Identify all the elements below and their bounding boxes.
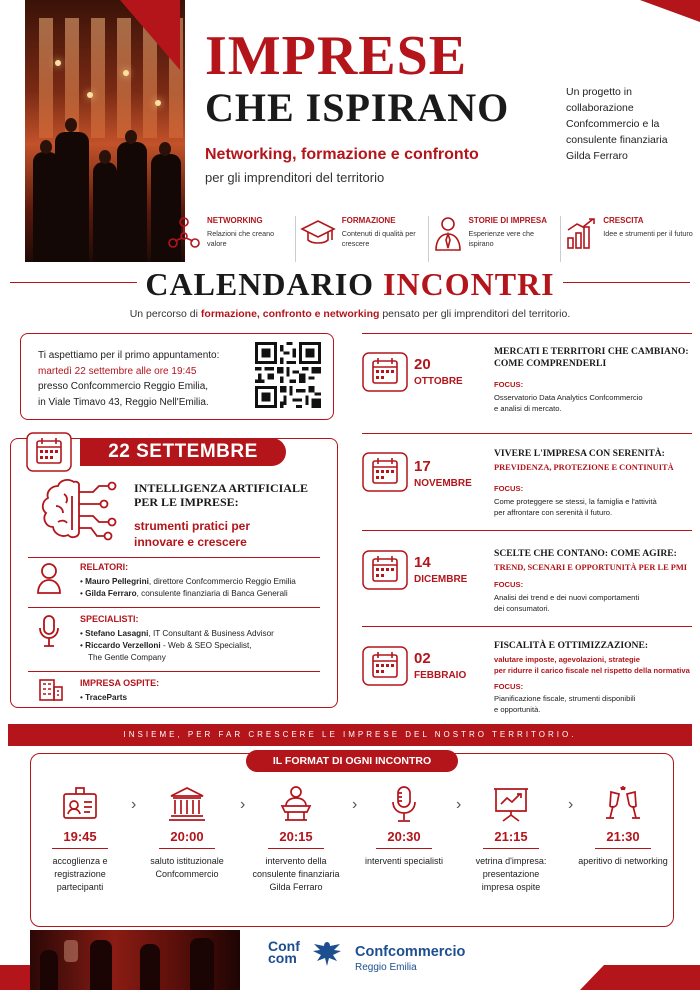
feature-formazione xyxy=(296,216,429,262)
step-time: 21:30 xyxy=(606,829,640,844)
chevron-right-icon: › xyxy=(352,796,358,813)
subtitle-secondary: per gli imprenditori del territorio xyxy=(205,170,385,185)
event-day: 20 xyxy=(414,356,431,373)
growth-chart-icon xyxy=(565,216,597,250)
confcom-logo: Conf com xyxy=(268,938,300,966)
format-step xyxy=(251,784,341,894)
microphone-icon xyxy=(38,614,60,648)
brain-circuit-icon xyxy=(34,476,126,552)
specialists-title: SPECIALISTI: xyxy=(80,614,139,624)
divider xyxy=(362,433,692,434)
qr-code[interactable] xyxy=(255,342,321,408)
event-title: VIVERE L'IMPRESA CON SERENITÀ: xyxy=(494,448,665,459)
feature-text: Contenuti di qualità per crescere xyxy=(341,229,416,248)
calendar-icon xyxy=(362,550,408,590)
microphone-icon xyxy=(384,784,424,824)
step-divider xyxy=(376,848,432,849)
guest-title: IMPRESA OSPITE: xyxy=(80,678,160,688)
event-novembre xyxy=(362,440,696,528)
invite-text: Ti aspettiamo per il primo appuntamento: martedì 22 settembre alle ore 19:45 presso Confcommercio Reggio Emilia, in Viale Timavo 43, Reggio Nell'Emilia. xyxy=(38,350,220,408)
step-description: interventi specialisti xyxy=(364,856,444,866)
event-focus-label: FOCUS: xyxy=(494,580,524,589)
step-description: aperitivo di networking xyxy=(578,856,668,866)
event-highlight: PREVIDENZA, PROTEZIONE E CONTINUITÀ xyxy=(494,463,674,472)
step-description: accoglienza e registrazione partecipanti xyxy=(52,856,108,892)
specialist-list: • Stefano Lasagni, IT Consultant & Business Advisor • Riccardo Verzelloni - Web & SEO Specialist, The Gentle Company xyxy=(80,629,274,662)
step-time: 20:15 xyxy=(279,829,313,844)
presentation-board-icon xyxy=(491,784,531,824)
divider xyxy=(28,671,320,672)
event-title: FISCALITÀ E OTTIMIZZAZIONE: xyxy=(494,640,649,651)
divider xyxy=(362,333,692,334)
confcommercio-logo-sub: Reggio Emilia xyxy=(355,962,417,973)
event-focus-text: Osservatorio Data Analytics Confcommercio e analisi di mercato. xyxy=(494,393,643,413)
slogan-band: INSIEME, PER FAR CRESCERE LE IMPRESE DEL NOSTRO TERRITORIO. xyxy=(8,724,692,746)
first-event-date: 22 SETTEMBRE xyxy=(80,438,286,466)
feature-networking xyxy=(163,216,296,262)
feature-title: STORIE DI IMPRESA xyxy=(468,216,548,225)
subtitle: Networking, formazione e confronto xyxy=(205,146,479,163)
event-focus-text: Pianificazione fiscale, strumenti disponibili e opportunità. xyxy=(494,694,636,714)
event-focus-label: FOCUS: xyxy=(494,380,524,389)
event-highlight: TREND, SCENARI E OPPORTUNITÀ PER LE PMI xyxy=(494,563,688,572)
footer-decoration xyxy=(0,965,30,990)
feature-title: NETWORKING xyxy=(207,216,263,225)
title-line1: IMPRESE xyxy=(205,25,468,87)
step-description: saluto istituzionale Confcommercio xyxy=(150,856,224,879)
first-event-topic-sub: strumenti pratici per innovare e crescere xyxy=(134,519,251,549)
step-time: 21:15 xyxy=(494,829,528,844)
step-time: 20:00 xyxy=(170,829,204,844)
person-tie-icon xyxy=(433,216,463,252)
step-divider xyxy=(595,848,651,849)
format-step xyxy=(142,784,232,881)
guest-company: • TraceParts xyxy=(80,693,128,702)
feature-crescita xyxy=(561,216,693,262)
event-month: OTTOBRE xyxy=(414,376,463,387)
step-divider xyxy=(268,848,324,849)
event-month: DICEMBRE xyxy=(414,574,468,585)
event-focus-label: FOCUS: xyxy=(494,682,524,691)
building-icon xyxy=(38,676,64,702)
event-febbraio xyxy=(362,632,696,720)
format-title: IL FORMAT DI OGNI INCONTRO xyxy=(246,750,458,772)
speakers-title: RELATORI: xyxy=(80,562,129,572)
graduation-cap-icon xyxy=(300,216,336,250)
feature-title: CRESCITA xyxy=(603,216,644,225)
features-strip xyxy=(163,216,693,262)
step-description: intervento della consulente finanziaria Gilda Ferraro xyxy=(252,856,340,892)
chevron-right-icon: › xyxy=(240,796,246,813)
event-title: MERCATI E TERRITORI CHE CAMBIANO: COME COMPRENDERLI xyxy=(494,346,689,369)
event-highlight: valutare imposte, agevolazioni, strategie per ridurre il carico fiscale nel rispetto della normativa xyxy=(494,655,690,675)
calendar-icon xyxy=(362,646,408,686)
step-divider xyxy=(52,848,108,849)
event-focus-label: FOCUS: xyxy=(494,484,524,493)
feature-storie xyxy=(429,216,562,262)
corner-decoration xyxy=(120,0,180,70)
event-day: 14 xyxy=(414,554,431,571)
divider xyxy=(362,626,692,627)
step-time: 20:30 xyxy=(387,829,421,844)
event-day: 02 xyxy=(414,650,431,667)
step-divider xyxy=(159,848,215,849)
event-ottobre xyxy=(362,342,696,430)
chevron-right-icon: › xyxy=(131,796,137,813)
step-time: 19:45 xyxy=(63,829,97,844)
calendar-subtitle: Un percorso di formazione, confronto e networking pensato per gli imprenditori del territorio. xyxy=(129,308,571,320)
format-step xyxy=(35,784,125,894)
badge-icon xyxy=(60,784,100,824)
footer-decoration xyxy=(580,965,700,990)
title-line2: CHE ISPIRANO xyxy=(205,85,510,130)
format-step xyxy=(578,784,668,868)
calendar-icon xyxy=(362,452,408,492)
divider xyxy=(28,607,320,608)
step-divider xyxy=(483,848,539,849)
feature-text: Relazioni che creano valore xyxy=(207,229,275,248)
calendar-title: CALENDARIO INCONTRI xyxy=(0,266,700,303)
eagle-emblem-icon xyxy=(310,938,344,972)
feature-title: FORMAZIONE xyxy=(341,216,396,225)
confcommercio-logo-name: Confcommercio xyxy=(355,944,466,960)
event-focus-text: Analisi dei trend e dei nuovi comportamenti dei consumatori. xyxy=(494,593,640,613)
toast-glasses-icon xyxy=(603,784,643,824)
format-step xyxy=(466,784,556,894)
calendar-icon xyxy=(362,352,408,392)
first-event-topic: INTELLIGENZA ARTIFICIALE PER LE IMPRESE: xyxy=(134,481,308,509)
institution-icon xyxy=(167,784,207,824)
event-month: NOVEMBRE xyxy=(414,478,472,489)
divider xyxy=(362,530,692,531)
divider xyxy=(28,557,320,558)
event-focus-text: Come proteggere se stessi, la famiglia e l'attività per affrontare con serenità il futuro. xyxy=(494,497,657,517)
speaker-list: • Mauro Pellegrini, direttore Confcommercio Reggio Emilia • Gilda Ferraro, consulente finanziaria di Banca Generali xyxy=(80,577,296,598)
corner-decoration xyxy=(640,0,700,22)
event-dicembre xyxy=(362,536,696,624)
person-icon xyxy=(36,562,62,594)
event-day: 17 xyxy=(414,458,431,475)
feature-text: Esperienze vere che ispirano xyxy=(468,229,535,248)
chevron-right-icon: › xyxy=(456,796,462,813)
format-step xyxy=(359,784,449,868)
step-description: vetrina d'impresa: presentazione impresa ospite xyxy=(475,856,547,892)
event-title: SCELTE CHE CONTANO: COME AGIRE: xyxy=(494,548,677,559)
footer-photo xyxy=(30,930,240,990)
feature-text: Idee e strumenti per il futuro xyxy=(603,229,693,238)
calendar-icon xyxy=(26,432,72,472)
speaker-podium-icon xyxy=(276,784,316,824)
project-note: Un progetto in collaborazione Confcommercio e la consulente finanziaria Gilda Ferraro xyxy=(566,86,668,162)
chevron-right-icon: › xyxy=(568,796,574,813)
network-icon xyxy=(167,216,201,250)
event-month: FEBBRAIO xyxy=(414,670,467,681)
